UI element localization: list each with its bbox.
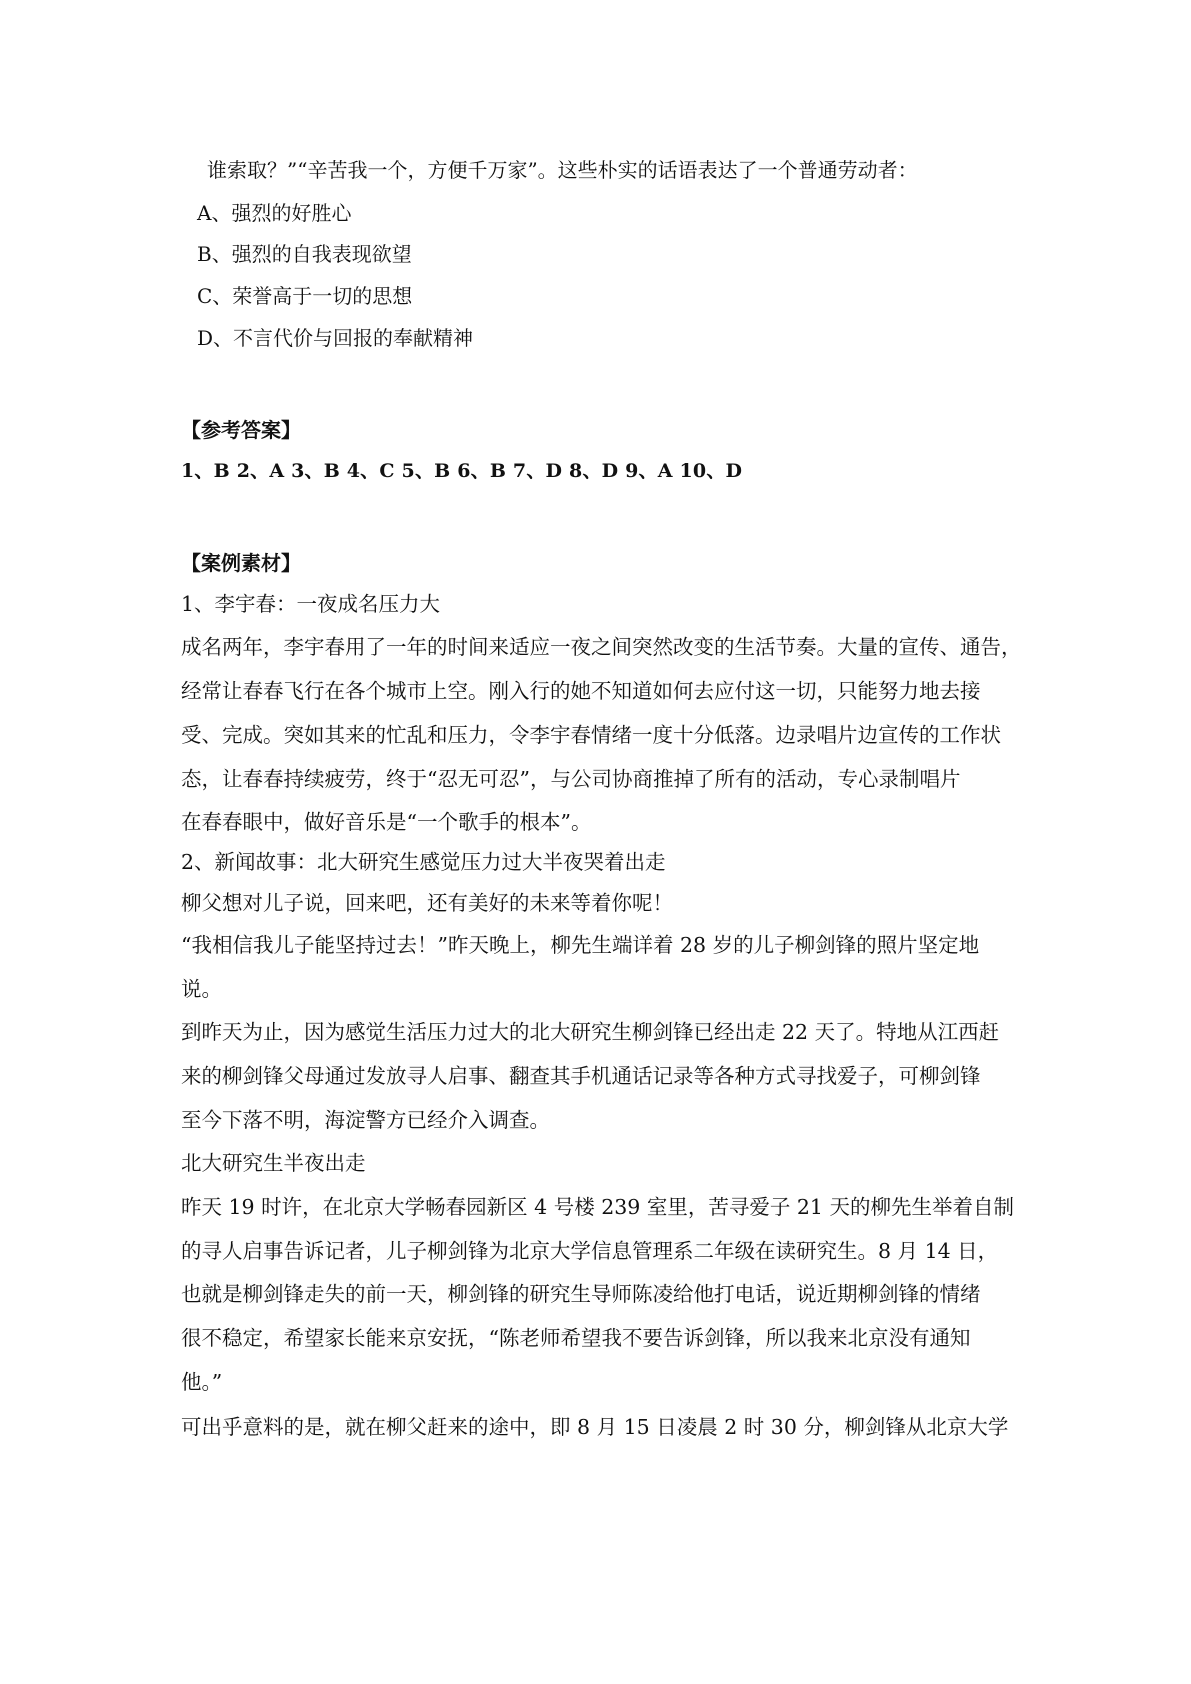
question-stem: 谁索取？”“辛苦我一个，方便千万家”。这些朴实的话语表达了一个普通劳动者： xyxy=(207,158,918,182)
case-title-2: 2、新闻故事：北大研究生感觉压力过大半夜哭着出走 xyxy=(181,850,666,874)
paragraph-line: 可出乎意料的是，就在柳父赶来的途中，即 8 月 15 日凌晨 2 时 30 分，柳剑锋从北京大学 xyxy=(181,1415,1009,1439)
case-title-1: 1、李宇春：一夜成名压力大 xyxy=(181,592,441,616)
paragraph-line: 的寻人启事告诉记者，儿子柳剑锋为北京大学信息管理系二年级在读研究生。8 月 14 日， xyxy=(181,1239,999,1263)
option-c: C、荣誉高于一切的思想 xyxy=(197,284,413,308)
paragraph-line: 在春春眼中，做好音乐是“一个歌手的根本”。 xyxy=(181,810,592,834)
paragraph-line: 来的柳剑锋父母通过发放寻人启事、翻查其手机通话记录等各种方式寻找爱子，可柳剑锋 xyxy=(181,1064,981,1088)
paragraph-line: 昨天 19 时许，在北京大学畅春园新区 4 号楼 239 室里，苦寻爱子 21 天的柳先生举着自制 xyxy=(181,1195,1014,1219)
paragraph-line: 态，让春春持续疲劳，终于“忍无可忍”，与公司协商推掉了所有的活动，专心录制唱片 xyxy=(181,767,961,791)
paragraph-line: 柳父想对儿子说，回来吧，还有美好的未来等着你呢！ xyxy=(181,891,673,915)
paragraph-line: 受、完成。突如其来的忙乱和压力，令李宇春情绪一度十分低落。边录唱片边宣传的工作状 xyxy=(181,723,1001,747)
option-d: D、不言代价与回报的奉献精神 xyxy=(197,326,474,350)
answer-list: 1、B 2、A 3、B 4、C 5、B 6、B 7、D 8、D 9、A 10、D xyxy=(181,460,743,482)
answer-heading: 【参考答案】 xyxy=(181,418,301,442)
paragraph-line: 也就是柳剑锋走失的前一天，柳剑锋的研究生导师陈凌给他打电话，说近期柳剑锋的情绪 xyxy=(181,1282,981,1306)
paragraph-line: 成名两年，李宇春用了一年的时间来适应一夜之间突然改变的生活节奏。大量的宣传、通告， xyxy=(181,635,1022,659)
case-heading: 【案例素材】 xyxy=(181,551,301,575)
paragraph-line: 至今下落不明，海淀警方已经介入调查。 xyxy=(181,1108,550,1132)
paragraph-line: 很不稳定，希望家长能来京安抚，“陈老师希望我不要告诉剑锋，所以我来北京没有通知 xyxy=(181,1326,971,1350)
section-subtitle: 北大研究生半夜出走 xyxy=(181,1151,366,1175)
paragraph-line: 到昨天为止，因为感觉生活压力过大的北大研究生柳剑锋已经出走 22 天了。特地从江西赶 xyxy=(181,1020,1000,1044)
paragraph-line: 说。 xyxy=(181,977,222,1001)
paragraph-line: 他。” xyxy=(181,1370,223,1394)
option-b: B、强烈的自我表现欲望 xyxy=(197,242,412,266)
paragraph-line: “我相信我儿子能坚持过去！”昨天晚上，柳先生端详着 28 岁的儿子柳剑锋的照片坚定地 xyxy=(181,933,980,957)
option-a: A、强烈的好胜心 xyxy=(197,201,352,225)
paragraph-line: 经常让春春飞行在各个城市上空。刚入行的她不知道如何去应付这一切，只能努力地去接 xyxy=(181,679,981,703)
